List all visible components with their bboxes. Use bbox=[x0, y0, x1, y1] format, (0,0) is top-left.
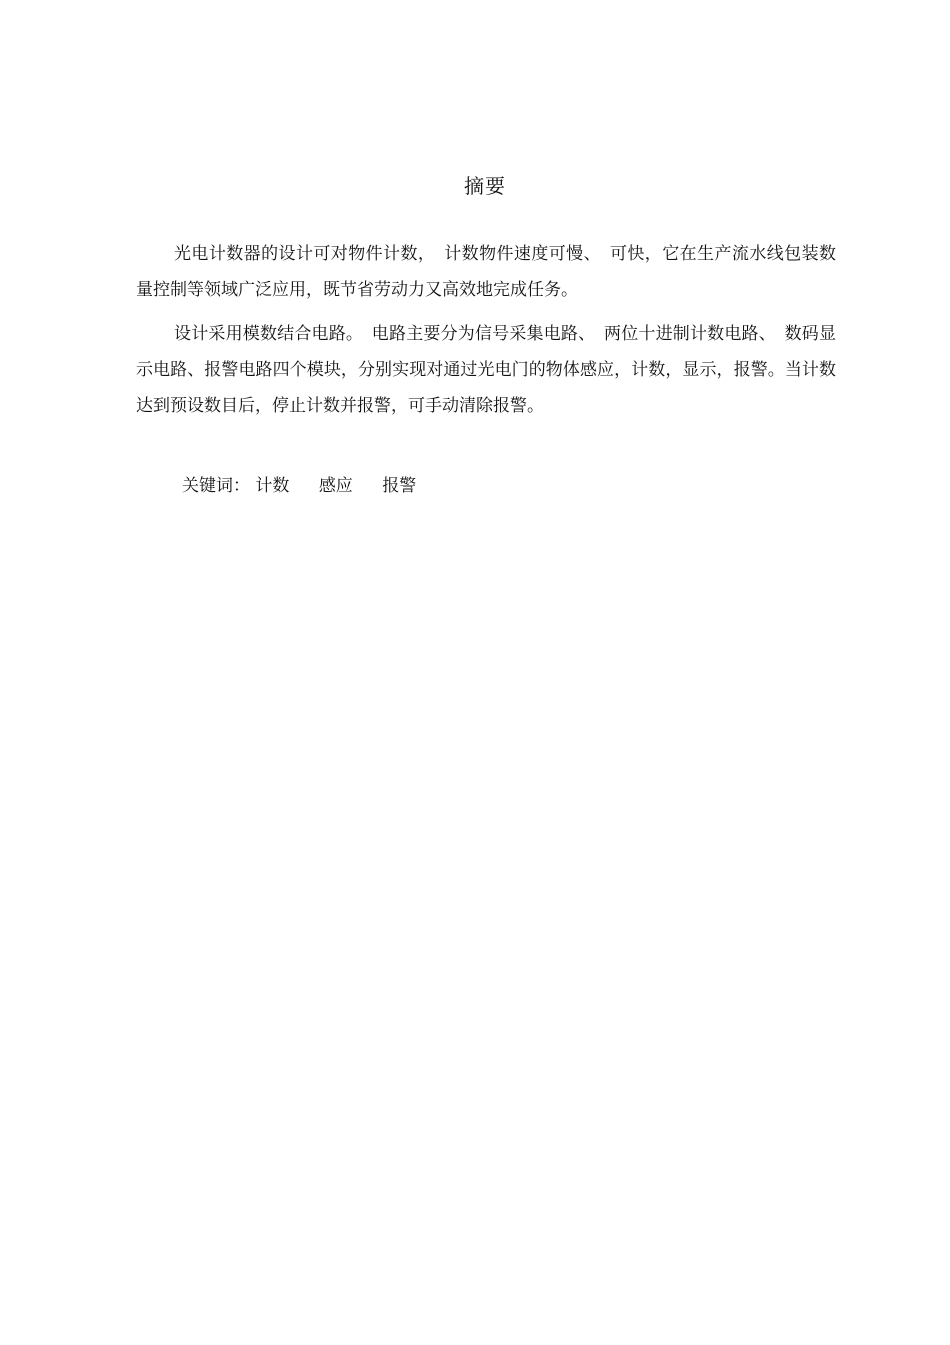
abstract-paragraph-2: 设计采用模数结合电路。 电路主要分为信号采集电路、 两位十进制计数电路、 数码显示电路、报警电路四个模块，分别实现对通过光电门的物体感应，计数，显示，报警。当计数达到预设数目后，停止计数并报警，可手动清除报警。 bbox=[136, 324, 836, 416]
keyword-item: 感应 bbox=[318, 476, 353, 496]
keywords-line bbox=[182, 468, 416, 504]
keyword-item: 计数 bbox=[255, 476, 290, 496]
abstract-title: 摘要 bbox=[464, 174, 506, 198]
abstract-paragraph-1: 光电计数器的设计可对物件计数， 计数物件速度可慢、 可快，它在生产流水线包装数量控制等领域广泛应用，既节省劳动力又高效地完成任务。 bbox=[136, 244, 836, 300]
keywords-label: 关键词： bbox=[182, 476, 250, 496]
keyword-item: 报警 bbox=[382, 476, 417, 496]
